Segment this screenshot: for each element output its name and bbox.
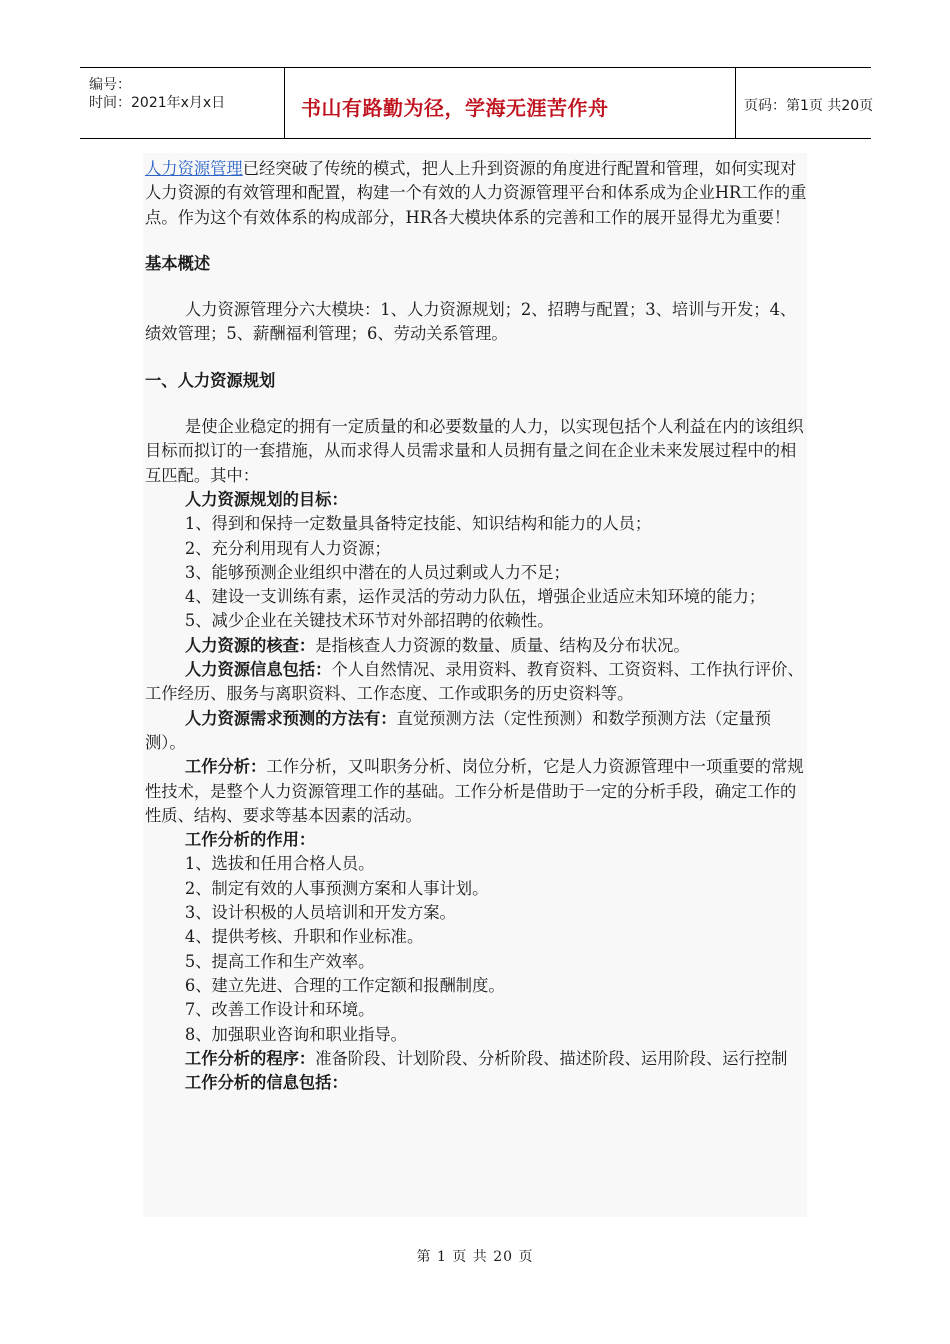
- goal-item: 2、充分利用现有人力资源；: [184, 538, 391, 558]
- procedure-paragraph: [145, 1047, 807, 1071]
- document-body: [145, 157, 807, 1095]
- page-info: 页码：第1页 共20页: [744, 98, 874, 114]
- goal-item: 4、建设一支训练有素，运作灵活的劳动力队伍，增强企业适应未知环境的能力；: [184, 587, 766, 607]
- page-footer: 第 1 页 共 20 页: [416, 1249, 534, 1265]
- role-item: 6、建立先进、合理的工作定额和报酬制度。: [184, 975, 505, 995]
- jobanalysis-paragraph: [145, 755, 807, 828]
- jobinfo-label: 工作分析的信息包括：: [184, 1073, 348, 1093]
- header-page-cell: [735, 68, 874, 138]
- serial-label: 编号：: [89, 77, 131, 93]
- motto-text: 书山有路勤为径，学海无涯苦作舟: [301, 96, 609, 120]
- goal-item: 5、减少企业在关键技术环节对外部招聘的依赖性。: [184, 611, 554, 631]
- section1-heading: 一、人力资源规划: [145, 370, 276, 390]
- goal-item: 1、得到和保持一定数量具备特定技能、知识结构和能力的人员；: [184, 514, 652, 534]
- role-item: 3、设计积极的人员培训和开发方案。: [184, 903, 456, 923]
- hrm-link[interactable]: 人力资源管理: [145, 159, 243, 178]
- role-item: 8、加强职业咨询和职业指导。: [184, 1024, 407, 1044]
- procedure-text: 准备阶段、计划阶段、分析阶段、描述阶段、运用阶段、运行控制: [315, 1048, 788, 1068]
- goals-label: 人力资源规划的目标：: [184, 489, 348, 509]
- audit-text: 是指核查人力资源的数量、质量、结构及分布状况。: [315, 635, 690, 655]
- role-item: 7、改善工作设计和环境。: [184, 1000, 375, 1020]
- info-label: 人力资源信息包括：: [184, 660, 332, 680]
- info-paragraph: [145, 658, 807, 707]
- role-item: 5、提高工作和生产效率。: [184, 951, 375, 971]
- overview-heading: 基本概述: [145, 253, 211, 273]
- audit-label: 人力资源的核查：: [184, 635, 316, 655]
- document-header: [80, 67, 874, 139]
- jobanalysis-text: 工作分析，又叫职务分析、岗位分析，它是人力资源管理中一项重要的常规性技术，是整个人力资源管理工作的基础。工作分析是借助于一定的分析手段，确定工作的性质、结构、要求等基本因素的活动。: [145, 757, 804, 825]
- goal-item: 3、能够预测企业组织中潜在的人员过剩或人力不足；: [184, 562, 570, 582]
- date-label: 时间：2021年x月x日: [89, 95, 226, 111]
- section1-intro: 是使企业稳定的拥有一定质量的和必要数量的人力，以实现包括个人利益在内的该组织目标而拟订的一套措施，从而求得人员需求量和人员拥有量之间在企业未来发展过程中的相互匹配。其中：: [145, 417, 804, 485]
- intro-text: 已经突破了传统的模式，把人上升到资源的角度进行配置和管理，如何实现对人力资源的有效管理和配置，构建一个有效的人力资源管理平台和体系成为企业HR工作的重点。作为这个有效体系的构成部分，HR各大模块体系的完善和工作的展开显得尤为重要！: [145, 159, 807, 227]
- audit-paragraph: [145, 634, 807, 658]
- forecast-label: 人力资源需求预测的方法有：: [184, 708, 397, 728]
- header-motto-cell: [284, 68, 736, 138]
- overview-paragraph: 人力资源管理分六大模块：1、人力资源规划；2、招聘与配置；3、培训与开发；4、绩效管理；5、薪酬福利管理；6、劳动关系管理。: [145, 300, 797, 344]
- jobanalysis-label: 工作分析：: [184, 757, 267, 777]
- role-item: 1、选拔和任用合格人员。: [184, 854, 375, 874]
- role-item: 2、制定有效的人事预测方案和人事计划。: [184, 878, 489, 898]
- intro-paragraph: [145, 157, 807, 230]
- info-text: 个人自然情况、录用资料、教育资料、工资资料、工作执行评价、工作经历、服务与离职资料、工作态度、工作或职务的历史资料等。: [145, 660, 804, 704]
- role-item: 4、提供考核、升职和作业标准。: [184, 927, 424, 947]
- forecast-text: 直觉预测方法（定性预测）和数学预测方法（定量预测）。: [145, 708, 772, 752]
- forecast-paragraph: [145, 707, 807, 756]
- roles-label: 工作分析的作用：: [184, 830, 316, 850]
- procedure-label: 工作分析的程序：: [184, 1048, 316, 1068]
- header-meta-cell: [80, 68, 284, 138]
